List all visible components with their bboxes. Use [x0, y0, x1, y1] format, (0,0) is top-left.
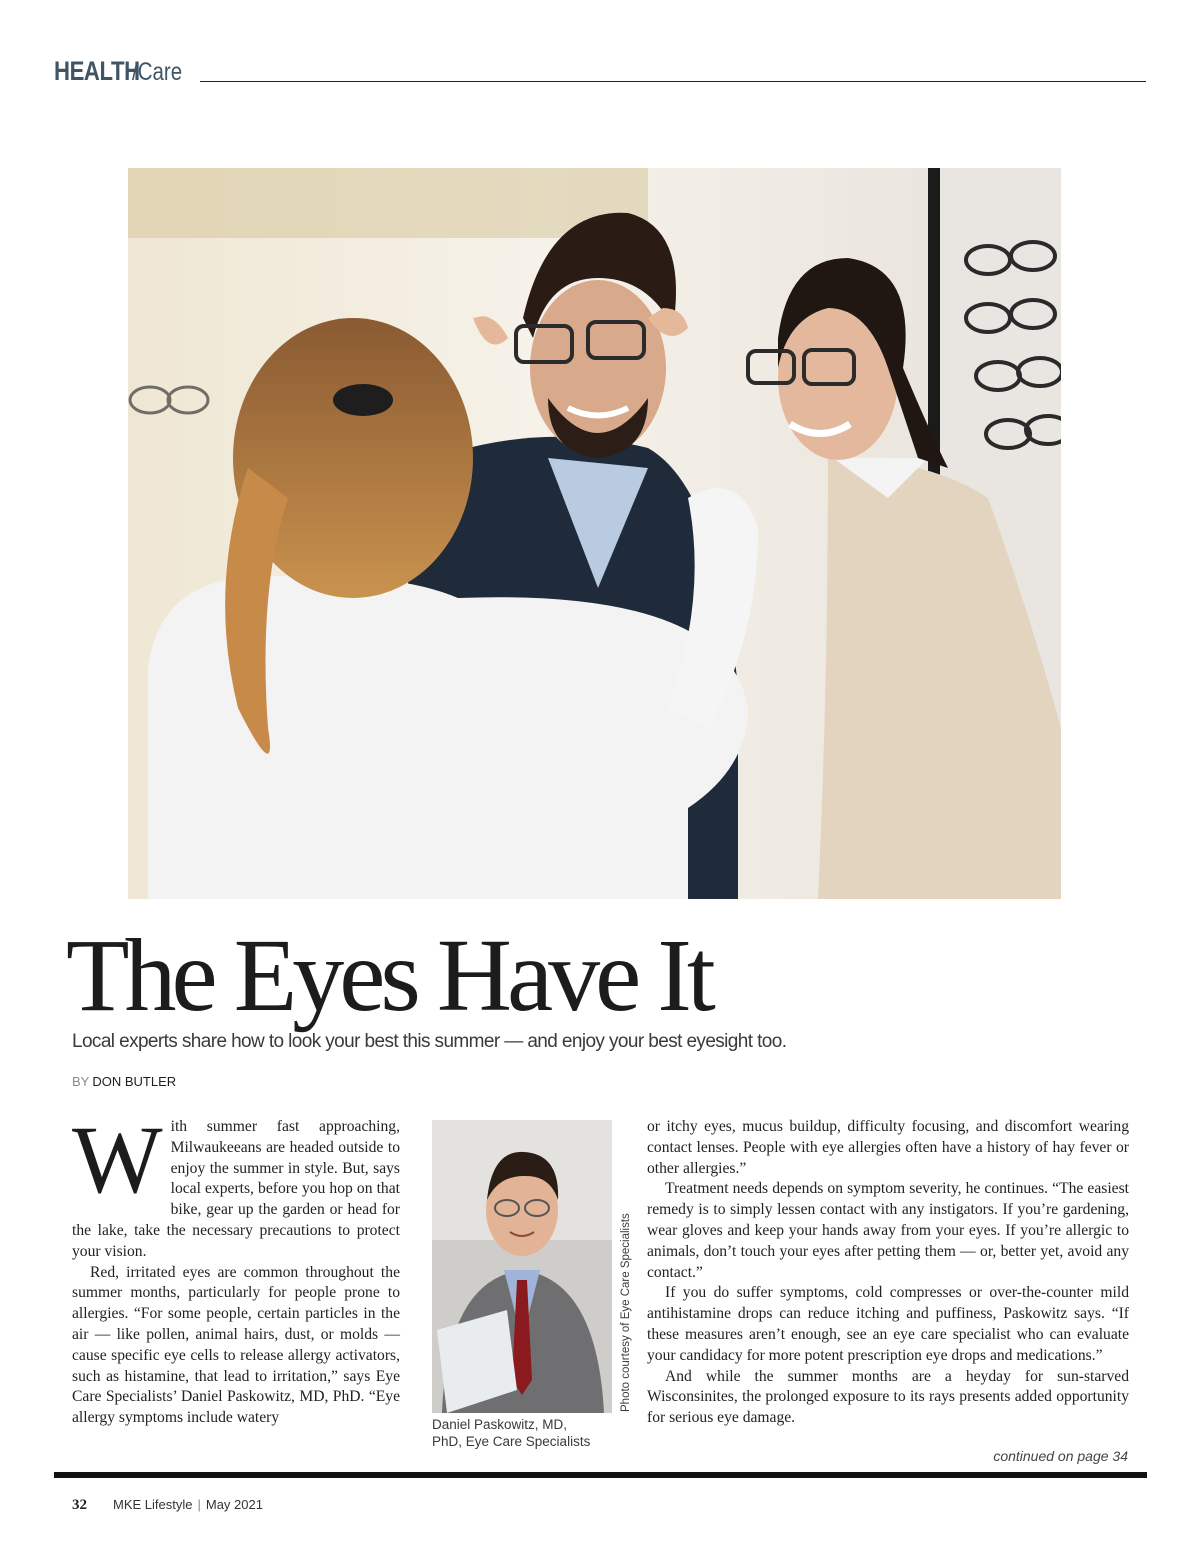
byline-prefix: BY	[72, 1074, 90, 1089]
magazine-info	[113, 1497, 263, 1512]
photo-caption	[432, 1416, 632, 1450]
caption-line: Daniel Paskowitz, MD,	[432, 1417, 568, 1432]
photo-credit: Photo courtesy of Eye Care Specialists	[620, 1213, 632, 1412]
footer-rule	[54, 1472, 1147, 1478]
body-paragraph: Red, irritated eyes are common throughout the summer months, particularly for people prone to allergies. “For some people, certain particles in the air — like pollen, animal hairs, dust, or molds — cause specific eye cells to release allergy activators, such as histamine, that lead to irritation,” says Eye Care Specialists’ Daniel Paskowitz, MD, PhD. “Eye allergy symptoms include watery	[72, 1263, 400, 1427]
body-paragraph: Treatment needs depends on symptom severity, he continues. “The easiest remedy is to simply lessen contact with any instigators. If you’re gardening, wear gloves and keep your hands away from your eyes. If you’re allergic to animals, don’t touch your eyes after petting them — or, better yet, avoid any contact.”	[647, 1180, 1129, 1281]
page-number: 32	[72, 1497, 87, 1513]
hero-photo	[128, 168, 1061, 899]
body-column-1	[72, 1106, 400, 1429]
magazine-name: MKE Lifestyle	[113, 1497, 193, 1512]
article-title: The Eyes Have It	[66, 918, 711, 1033]
portrait-photo	[432, 1120, 612, 1413]
drop-cap: W	[72, 1106, 163, 1213]
section-label: HEALTH	[54, 56, 140, 86]
subsection-label: /Care	[132, 58, 183, 86]
author-name: DON BUTLER	[92, 1074, 177, 1089]
body-paragraph: or itchy eyes, mucus buildup, difficulty focusing, and discomfort wearing contact lenses. People with eye allergies often have a history of hay fever or other allergies.”	[647, 1118, 1129, 1177]
section-header	[54, 52, 1146, 86]
body-paragraph	[72, 1106, 400, 1263]
paragraph-text: ith summer fast approaching, Milwaukeeans are headed outside to enjoy the summer in style. But, says local experts, before you hop on that bike, gear up the garden or head for the lake, take the necessary precautions to protect your vision.	[72, 1118, 400, 1260]
header-rule	[200, 81, 1146, 82]
caption-line: PhD, Eye Care Specialists	[432, 1434, 591, 1449]
byline	[72, 1074, 176, 1089]
body-paragraph: If you do suffer symptoms, cold compresses or over-the-counter mild antihistamine drops can reduce itching and puffiness, Paskowitz says. “If these measures aren’t enough, see an eye care specialist who can evaluate your candidacy for more potent prescription eye drops and medications.”	[647, 1284, 1129, 1364]
body-column-3	[647, 1117, 1129, 1429]
separator: |	[197, 1497, 201, 1512]
continued-notice: continued on page 34	[993, 1448, 1128, 1464]
body-paragraph: And while the summer months are a heyday for sun-starved Wisconsinites, the prolonged exposure to its rays presents added opportunity for serious eye damage.	[647, 1367, 1129, 1427]
issue-date: May 2021	[205, 1497, 263, 1512]
article-dek: Local experts share how to look your best this summer — and enjoy your best eyesight too.	[72, 1031, 787, 1052]
